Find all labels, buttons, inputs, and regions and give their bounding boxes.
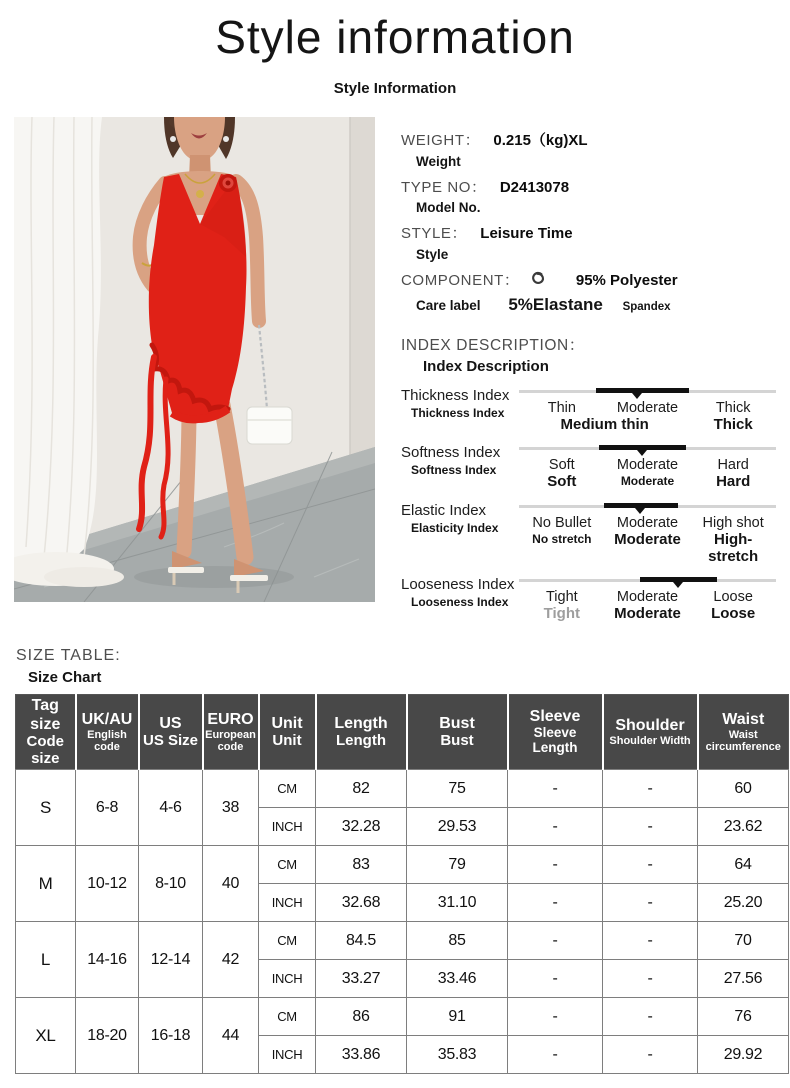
column-header-translation: US Size xyxy=(142,732,199,750)
spec-translation: Model No. xyxy=(416,200,481,215)
column-header-translation: Waist circumference xyxy=(705,729,781,754)
spec-translation: Weight xyxy=(416,153,461,169)
scale-body xyxy=(519,442,776,490)
value-cell: 33.27 xyxy=(316,960,407,998)
scale-marker-icon xyxy=(673,582,683,588)
column-header-en: Sleeve xyxy=(529,708,581,726)
spec-row-type-no xyxy=(401,178,776,216)
value-cell: 70 xyxy=(698,922,789,960)
scale-label-translation: Thickness Index xyxy=(411,406,505,420)
scale-label-translation: Elasticity Index xyxy=(411,520,499,535)
header-row xyxy=(16,695,789,770)
scale-option: Soft xyxy=(548,457,575,474)
euro-cell: 40 xyxy=(203,846,259,922)
column-header-translation: Unit xyxy=(272,732,302,750)
value-cell: - xyxy=(603,884,698,922)
unit-cell: CM xyxy=(259,770,316,808)
scale-options xyxy=(519,513,776,531)
unit-cell: INCH xyxy=(259,808,316,846)
scale-track xyxy=(519,445,776,455)
column-header-translation: Sleeve Length xyxy=(532,725,578,756)
scale-track xyxy=(519,503,776,513)
value-cell: 82 xyxy=(316,770,407,808)
column-header-translation: English code xyxy=(87,729,127,754)
size-row-cm xyxy=(16,770,789,808)
scale-body xyxy=(519,500,776,566)
scale-option-translation: Soft xyxy=(547,473,577,491)
column-header-en: Tag size xyxy=(30,697,61,733)
scale-label xyxy=(401,442,519,490)
value-cell: - xyxy=(603,846,698,884)
scale-option-translation: Tight xyxy=(543,605,581,622)
column-header-en: Bust xyxy=(439,714,475,732)
value-cell: 85 xyxy=(407,922,508,960)
scale-label-translation: Looseness Index xyxy=(411,595,509,609)
value-cell: 25.20 xyxy=(698,884,789,922)
euro-cell: 42 xyxy=(203,922,259,998)
euro-cell: 38 xyxy=(203,770,259,846)
column-header-translation: Length xyxy=(336,732,386,750)
scale-options-translation xyxy=(519,416,776,433)
value-cell: - xyxy=(603,1036,698,1074)
page-title: Style information xyxy=(215,11,575,63)
value-cell: 83 xyxy=(316,846,407,884)
value-cell: 91 xyxy=(407,998,508,1036)
product-details xyxy=(375,117,776,631)
column-header xyxy=(698,695,789,770)
value-cell: 86 xyxy=(316,998,407,1036)
care-label-icon xyxy=(530,271,546,293)
column-header xyxy=(603,695,698,770)
column-header-en: Unit xyxy=(271,714,303,732)
value-cell: 75 xyxy=(407,770,508,808)
value-cell: - xyxy=(508,922,603,960)
value-cell: 60 xyxy=(698,770,789,808)
size-table-translation: Size Chart xyxy=(28,669,102,687)
spec-translation: Style xyxy=(416,246,449,262)
euro-cell: 44 xyxy=(203,998,259,1074)
size-chart-table xyxy=(15,694,789,1074)
value-cell: - xyxy=(603,960,698,998)
index-scale-row xyxy=(401,385,776,433)
value-cell: 64 xyxy=(698,846,789,884)
scale-option-translation: Moderate xyxy=(614,530,681,548)
uk-au-cell: 10-12 xyxy=(76,846,139,922)
scale-option-translation: Moderate xyxy=(620,474,675,489)
scale-marker-icon xyxy=(637,450,647,456)
size-row-cm xyxy=(16,998,789,1036)
value-cell: - xyxy=(508,808,603,846)
column-header-en: UK/AU xyxy=(81,710,133,728)
spec-label: WEIGHT： xyxy=(401,132,481,149)
column-header xyxy=(139,695,203,770)
scale-option: Loose xyxy=(713,589,753,605)
value-cell: - xyxy=(603,770,698,808)
size-cell: L xyxy=(16,922,76,998)
value-cell: 33.86 xyxy=(316,1036,407,1074)
us-cell: 4-6 xyxy=(139,770,203,846)
size-cell: S xyxy=(16,770,76,846)
scale-body xyxy=(519,385,776,433)
column-header xyxy=(316,695,407,770)
scale-options-translation xyxy=(519,531,776,566)
scale-body xyxy=(519,574,776,622)
unit-cell: INCH xyxy=(259,960,316,998)
scale-option-translation: Loose xyxy=(711,605,756,622)
spec-row-component xyxy=(401,271,776,316)
uk-au-cell: 18-20 xyxy=(76,998,139,1074)
index-description-heading: INDEX DESCRIPTION： xyxy=(401,337,585,354)
index-scale-row xyxy=(401,500,776,566)
unit-cell: CM xyxy=(259,846,316,884)
scale-label xyxy=(401,385,519,433)
unit-cell: CM xyxy=(259,922,316,960)
scale-option: No Bullet xyxy=(532,514,592,531)
spec-translation: Care label xyxy=(416,298,481,313)
unit-cell: INCH xyxy=(259,884,316,922)
value-cell: 23.62 xyxy=(698,808,789,846)
spec-label: COMPONENT： xyxy=(401,271,520,289)
component-spandex-note: Spandex xyxy=(622,301,671,313)
column-header-en: EURO xyxy=(207,710,254,728)
index-scale-row xyxy=(401,574,776,622)
us-cell: 16-18 xyxy=(139,998,203,1074)
us-cell: 12-14 xyxy=(139,922,203,998)
column-header xyxy=(76,695,139,770)
product-photo-illustration xyxy=(14,117,375,602)
value-cell: 76 xyxy=(698,998,789,1036)
value-cell: 33.46 xyxy=(407,960,508,998)
scale-track xyxy=(519,577,776,587)
column-header xyxy=(407,695,508,770)
column-header-en: Length xyxy=(334,714,388,732)
value-cell: 84.5 xyxy=(316,922,407,960)
scale-level-indicator xyxy=(596,388,689,393)
value-cell: 35.83 xyxy=(407,1036,508,1074)
scale-option-translation: No stretch xyxy=(532,531,592,546)
spec-value: D2413078 xyxy=(499,178,570,196)
value-cell: 32.28 xyxy=(316,808,407,846)
scale-options xyxy=(519,587,776,605)
value-cell: 32.68 xyxy=(316,884,407,922)
size-row-cm xyxy=(16,846,789,884)
spec-row-style xyxy=(401,224,776,262)
spec-row-weight xyxy=(401,131,776,169)
value-cell: - xyxy=(603,922,698,960)
scale-options-translation xyxy=(519,605,776,622)
product-photo xyxy=(14,117,375,602)
page-subtitle: Style Information xyxy=(333,80,457,97)
unit-cell: INCH xyxy=(259,1036,316,1074)
spec-value: Leisure Time xyxy=(480,225,573,242)
value-cell: - xyxy=(508,1036,603,1074)
scale-option: High shot xyxy=(702,514,764,531)
scale-label-en: Elastic Index xyxy=(401,501,487,519)
value-cell: 31.10 xyxy=(407,884,508,922)
value-cell: - xyxy=(508,846,603,884)
scale-marker-icon xyxy=(632,393,642,399)
scale-option: Hard xyxy=(717,457,749,474)
scale-label-en: Looseness Index xyxy=(401,576,515,593)
spec-value: 0.215（kg)XL xyxy=(493,132,588,149)
value-cell: - xyxy=(508,998,603,1036)
scale-option: Tight xyxy=(545,589,578,605)
scale-options xyxy=(519,398,776,416)
scale-option: Thin xyxy=(547,400,576,416)
scale-option: Moderate xyxy=(616,589,679,605)
column-header-en: US xyxy=(159,714,182,732)
scale-label xyxy=(401,500,519,566)
scale-label-en: Softness Index xyxy=(401,444,501,462)
column-header xyxy=(16,695,76,770)
scale-option: Moderate xyxy=(616,457,679,474)
scale-label xyxy=(401,574,519,622)
scale-options xyxy=(519,455,776,473)
scale-label-en: Thickness Index xyxy=(401,387,510,404)
scale-option-translation: Thick xyxy=(713,416,753,433)
column-header xyxy=(508,695,603,770)
value-cell: 27.56 xyxy=(698,960,789,998)
column-header-translation: Shoulder Width xyxy=(609,735,691,748)
uk-au-cell: 6-8 xyxy=(76,770,139,846)
scale-option: Thick xyxy=(715,400,751,416)
column-header-en: Shoulder xyxy=(615,716,685,734)
column-header xyxy=(259,695,316,770)
spec-label: TYPE NO： xyxy=(401,178,487,196)
scale-marker-icon xyxy=(635,508,645,514)
value-cell: 29.53 xyxy=(407,808,508,846)
scale-label-translation: Softness Index xyxy=(411,463,497,478)
value-cell: - xyxy=(508,884,603,922)
spec-value: 95% Polyester xyxy=(575,271,678,289)
scale-option: Moderate xyxy=(616,514,679,531)
us-cell: 8-10 xyxy=(139,846,203,922)
size-cell: XL xyxy=(16,998,76,1074)
value-cell: - xyxy=(508,770,603,808)
size-table-heading: SIZE TABLE: xyxy=(16,647,121,665)
uk-au-cell: 14-16 xyxy=(76,922,139,998)
value-cell: - xyxy=(603,998,698,1036)
value-cell: - xyxy=(603,808,698,846)
value-cell: 79 xyxy=(407,846,508,884)
value-cell: 29.92 xyxy=(698,1036,789,1074)
index-description-translation: Index Description xyxy=(423,358,549,375)
scale-option-translation: Moderate xyxy=(614,605,681,622)
value-cell: - xyxy=(508,960,603,998)
index-scale-row xyxy=(401,442,776,490)
scale-option-translation: Medium thin xyxy=(560,416,649,433)
scale-option: Moderate xyxy=(616,400,679,416)
unit-cell: CM xyxy=(259,998,316,1036)
main-section xyxy=(0,97,790,631)
column-header-translation: Bust xyxy=(440,732,474,750)
component-elastane: 5%Elastane xyxy=(508,295,603,314)
scale-options-translation xyxy=(519,473,776,490)
column-header-en: Waist xyxy=(722,710,765,728)
column-header xyxy=(203,695,259,770)
size-row-cm xyxy=(16,922,789,960)
index-scales xyxy=(401,385,776,622)
size-cell: M xyxy=(16,846,76,922)
scale-option-translation: High-stretch xyxy=(708,530,759,565)
spec-label: STYLE： xyxy=(401,225,468,242)
scale-option-translation: Hard xyxy=(716,473,751,491)
column-header-translation: European code xyxy=(205,729,256,754)
column-header-translation: Code size xyxy=(26,733,64,767)
scale-track xyxy=(519,388,776,398)
